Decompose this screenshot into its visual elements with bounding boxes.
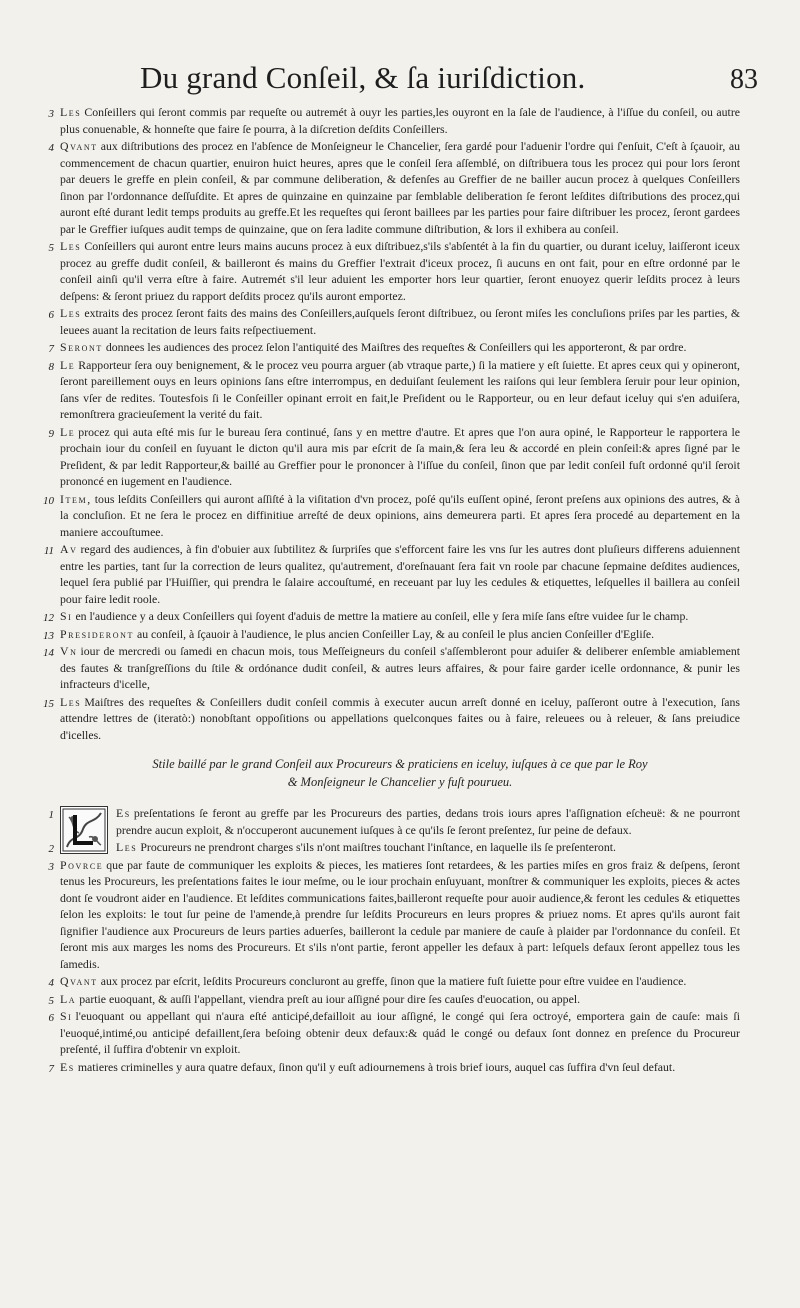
article-text: regard des audiences, à fin d'obuier aux ſubtilitez & ſurpriſes que s'efforcent faire les vns ſur les autres dont pluſieurs differens aduiennent entre les parties, tant ſur la correction de leurs qualitez, qu'autrement, d'oreſnauant ſera fait vn roole par chacune ſepmaine deſdites audiences, lequel ſera publié par l'Huiſſier, qui prendra le ſalaire accouſtumé, en receuant par luy les cedules & etiquettes, leſquelles il baillera au conſeil pour faire ledit roole. xyxy=(60,542,740,606)
article-lead-word: Si xyxy=(60,609,73,623)
article-text: Procureurs ne prendront charges s'ils n'ont maiſtres touchant l'inſtance, en laquelle ils ſe preſenteront. xyxy=(140,840,616,854)
article-lead-word: Es xyxy=(116,806,131,820)
article-paragraph xyxy=(48,839,740,856)
article-text: partie euoquant, & auſſi l'appellant, viendra preſt au iour aſſigné pour dire ſes cauſes d'euocation, ou appel. xyxy=(79,991,581,1006)
ordinance-articles xyxy=(43,104,740,743)
article-paragraph xyxy=(48,991,740,1008)
article-number: 6 xyxy=(48,1012,54,1024)
article-paragraph xyxy=(43,643,740,693)
article-paragraph xyxy=(48,805,740,838)
page-title: Du grand Conſeil, & ſa iuriſdiction. xyxy=(140,60,586,95)
article-number: 15 xyxy=(43,697,54,710)
article-text: Maiſtres des requeſtes & Conſeillers dudit conſeil commis à executer aucun arreſt donné en iceluy, paſſeront outre à l'execution, ſans attendre lettres de (iteratò:) nonobſtant oppoſitions ou appellations quelconques faites ou à faire, releuees ou à releuer, & ſans preiudice d'icelles. xyxy=(60,694,740,742)
article-number: 5 xyxy=(48,994,54,1007)
article-lead-word: Si xyxy=(60,1009,73,1023)
article-text: Conſeillers qui auront entre leurs mains aucuns procez à eux diſtribuez,s'ils s'abſentét à la fin du quartier, ou durant iceluy, laiſſeront iceux procez au greffe dudit conſeil, & bailleront és mains du Greffier l'extrait d'iceux procez, ſi aucuns en ont fait, pour en eſtre ordonné par le conſeil ainſi qu'il verra eſtre à faire. Autremét s'il leur aduient les emporter hors leur quartier, ſeront enuoyez querir leſdits procez à leurs deſpens: & ſeront priuez du rapport deſdits procez qu'ils auront emportez. xyxy=(60,239,740,303)
article-number: 11 xyxy=(43,545,54,557)
article-text: aux diſtributions des procez en l'abſence de Monſeigneur le Chancelier, ſera gardé pour l'aduenir l'ordre qui ſ'enſuit, C'eſt à ſçauoir, au commencement de chacun quartier, enuiron huict heures, apres que le conſeil ſera aſſemblé, on diſtribuera tous les procez qui pour lors ſeront par deuers le greffe en plein conſeil, & par commune deliberation, & defenſes au Greffier de ne bailler aucun procez à quelques Conſeillers ſinon par l'ordonnance deſſuſdite. Et apres de quinzaine en quinzaine par ſemblable deliberation ſe feront leſdites diſtributions des procez,qui auront eſté durant ledit temps produits au greffe.Et les requeſtes qui ſeront baillees par les parties pour faire diſtribuer les procez, ſeront gardees par le Greffier iuſques audit temps de quinzaine, que on ſera ladite commune diſtribution, & lors il exhibera au conſeil. xyxy=(60,139,740,236)
article-paragraph xyxy=(48,424,740,490)
article-number: 1 xyxy=(48,809,54,821)
section-heading xyxy=(80,755,720,791)
article-text: Conſeillers qui ſeront commis par requeſte ou autremét à ouyr les parties,les ouyront en la ſale de l'audience, à l'iſſue du conſeil, ou autre plus conuenable, & honneſte que faire ſe pourra, à la diſcretion deſdits Conſeillers. xyxy=(60,105,740,136)
article-number: 3 xyxy=(48,108,54,120)
article-text: extraits des procez ſeront faits des mains des Conſeillers,auſquels ſeront diſtribuez, ou ſeront miſes les concluſions priſes par les parties, & leuees auant la recitation de leurs faits reſpectiuement. xyxy=(60,306,740,337)
article-number: 10 xyxy=(43,494,54,507)
article-paragraph xyxy=(43,491,740,541)
article-text: preſentations ſe feront au greffe par les Procureurs des parties, dedans trois iours apres l'aſſignation eſcheuë: & ne pourront prendre aucun exploit, & n'occuperont aucunement iuſques à ce qu'ils ſe ſeront preſentez, ſur peine de defaux. xyxy=(116,806,740,837)
article-number: 8 xyxy=(48,360,54,373)
article-lead-word: Les xyxy=(60,694,82,709)
article-lead-word: Le xyxy=(60,424,76,439)
article-paragraph xyxy=(43,626,740,643)
article-lead-word: Les xyxy=(60,239,82,253)
article-lead-word: Le xyxy=(60,357,76,372)
article-text: procez qui auta eſté mis ſur le bureau ſera continué, ſans y en mettre d'autre. Et apres que l'on aura opiné, le Rapporteur le rapportera le prochain iour du conſeil en ſuyuant le dicton qu'il aura mis par eſcrit de ſa main,& ſera leu & accordé en plein conſeil:& apres ſigné par le Preſident, & par ledit Rapporteur,& baillé au Greffier pour le prononcer à l'iſſue du conſeil, ſinon que par ledit conſeil fuſt ordonné qu'il ſeroit prononcé en iugement en l'audience. xyxy=(60,424,740,488)
article-lead-word: Les xyxy=(60,105,82,119)
article-text: iour de mercredi ou ſamedi en chacun mois, tous Meſſeigneurs du conſeil s'aſſembleront pour aduiſer & deliberer enſemble amiablement des fautes & tranſgreſſions du ſtile & ordónance dudit conſeil, & autres leurs affaires, & pour faire garder icelle ordonnance, & punir les infracteurs d'icelle, xyxy=(60,644,740,691)
article-lead-word: Seront xyxy=(60,340,103,354)
article-paragraph xyxy=(48,238,740,304)
article-lead-word: Av xyxy=(60,542,78,556)
article-lead-word: Es xyxy=(60,1059,75,1074)
article-paragraph xyxy=(48,1059,740,1076)
article-paragraph xyxy=(43,541,740,607)
article-paragraph xyxy=(48,104,740,137)
article-text: tous leſdits Conſeillers qui auront aſſiſté à la viſitation d'vn procez, poſé qu'ils euſſent opiné, ſeront preſens aux opinions des autres, & à la concluſion. Et ne ſera le procez en diffinitiue arreſté de deux opinions, ains demeurera parti. Et apres ſera procedé au departement en la maniere accouſtumee. xyxy=(60,491,740,539)
article-lead-word: Povrce xyxy=(60,857,104,872)
procurator-style-articles xyxy=(48,805,740,1075)
article-text: matieres criminelles y aura quatre defaux, ſinon qu'il y euſt adiournemens à trois brief iours, auquel cas ſuffira d'vn ſeul defaut. xyxy=(77,1059,676,1074)
article-lead-word: Qvant xyxy=(60,139,98,153)
section-heading-line-1: Stile baillé par le grand Conſeil aux Procureurs & praticiens en iceluy, iuſques à ce que par le Roy xyxy=(152,757,648,771)
article-lead-word: Item, xyxy=(60,491,92,506)
article-paragraph xyxy=(48,357,740,423)
article-number: 14 xyxy=(43,647,54,659)
article-number: 3 xyxy=(48,860,54,873)
article-lead-word: La xyxy=(60,991,77,1006)
article-text: que par faute de communiquer les exploits & pieces, les matieres ſont retardees, & les parties miſes en gros fraiz & deſpens, ſeront tenus les Procureurs, les preſentations faites le iour meſme, ou le iour prochain enſuyuant, monſtrer & communiquer les exploits, pieces & actes dont ſe voudront aider en l'audience. Et leſdites communications faites,bailleront requeſte pour auoir audience,& feront les cedules & etiquettes ſelon les exploits: le tout ſur peine de l'amende,à prendre ſur leſdits Procureurs en leurs propres & priuez noms. Et apres qu'ils auront fait ſignifier l'audience aux Procureurs de leurs parties aduerſes, bailleront la cedule par maniere de cauſe à plaider par l'ordonnance du conſeil. Et ſeront mis aux marges les noms des Procureurs. Et s'ils n'ont partie, feront appeller les defaux à part: leſquels defaux ſeront appellez tous les ſamedis. xyxy=(60,857,740,971)
running-header xyxy=(0,60,800,110)
article-paragraph xyxy=(43,608,740,625)
article-text: au conſeil, à ſçauoir à l'audience, le plus ancien Conſeiller Lay, & au conſeil le plus ancien Conſeiller d'Egliſe. xyxy=(136,626,655,641)
page-body xyxy=(43,104,740,1076)
article-paragraph xyxy=(48,339,740,356)
article-paragraph xyxy=(48,857,740,973)
article-number: 5 xyxy=(48,242,54,254)
article-number: 12 xyxy=(43,612,54,624)
article-text: donnees les audiences des procez ſelon l'antiquité des Maiſtres des requeſtes & Conſeillers qui les apporteront, & par ordre. xyxy=(105,340,687,354)
article-number: 7 xyxy=(48,343,54,355)
article-text: l'euoquant ou appellant qui n'aura eſté anticipé,defailloit au iour aſſigné, le congé qui ſera octroyé, emportera gain de cauſe: mais ſi l'euoqué,intimé,ou anticipé defaillent,ſera beſoing obtenir deux defaux:& quád le congé ou defaux ſont donnez en preſence du Procureur preſenté, il ſuffira d'obtenir vn exploit. xyxy=(60,1009,740,1056)
article-text: Rapporteur ſera ouy benignement, & le procez veu pourra arguer (ab vtraque parte,) ſi la matiere y eſt ſuiette. Et apres ceux qui y opineront, ſeront pareillement ouys en leurs opinions ſans eſtre interrompus, en deduiſant ſeulement les raiſons qui leur ſemblera ſeruir pour leur opinion, ſans vſer de redites. Toutesfois ſi le Conſeiller opinant erroit en fait,le Preſident ou le Rapporteur, ou en leur defaut iceluy qui s'en aduiſera, remonſtrera gracieuſement la verité du fait. xyxy=(60,357,740,421)
article-number: 2 xyxy=(48,843,54,855)
page-number: 83 xyxy=(730,64,758,95)
article-number: 4 xyxy=(48,142,54,154)
article-lead-word: Vn xyxy=(60,644,78,658)
article-paragraph xyxy=(48,973,740,990)
article-paragraph xyxy=(48,1008,740,1058)
article-lead-word: Les xyxy=(60,306,82,320)
article-paragraph xyxy=(48,305,740,338)
article-lead-word: Les xyxy=(116,840,138,854)
article-paragraph xyxy=(48,138,740,237)
article-number: 7 xyxy=(48,1062,54,1075)
article-lead-word: Qvant xyxy=(60,974,98,988)
article-paragraph xyxy=(43,694,740,744)
article-text: en l'audience y a deux Conſeillers qui ſoyent d'aduis de mettre la matiere au conſeil, elle y ſera miſe ſans eſtre vuidee ſur le champ. xyxy=(75,609,689,623)
article-number: 4 xyxy=(48,977,54,989)
article-number: 9 xyxy=(48,427,54,440)
article-number: 13 xyxy=(43,629,54,642)
article-lead-word: Presideront xyxy=(60,626,134,641)
article-text: aux procez par eſcrit, leſdits Procureurs concluront au greffe, ſinon que la matiere fuſt ſuiette pour eſtre vuidee en l'audience. xyxy=(100,974,687,988)
section-heading-line-2: & Monſeigneur le Chancelier y fuſt pourueu. xyxy=(287,775,513,789)
article-number: 6 xyxy=(48,309,54,321)
